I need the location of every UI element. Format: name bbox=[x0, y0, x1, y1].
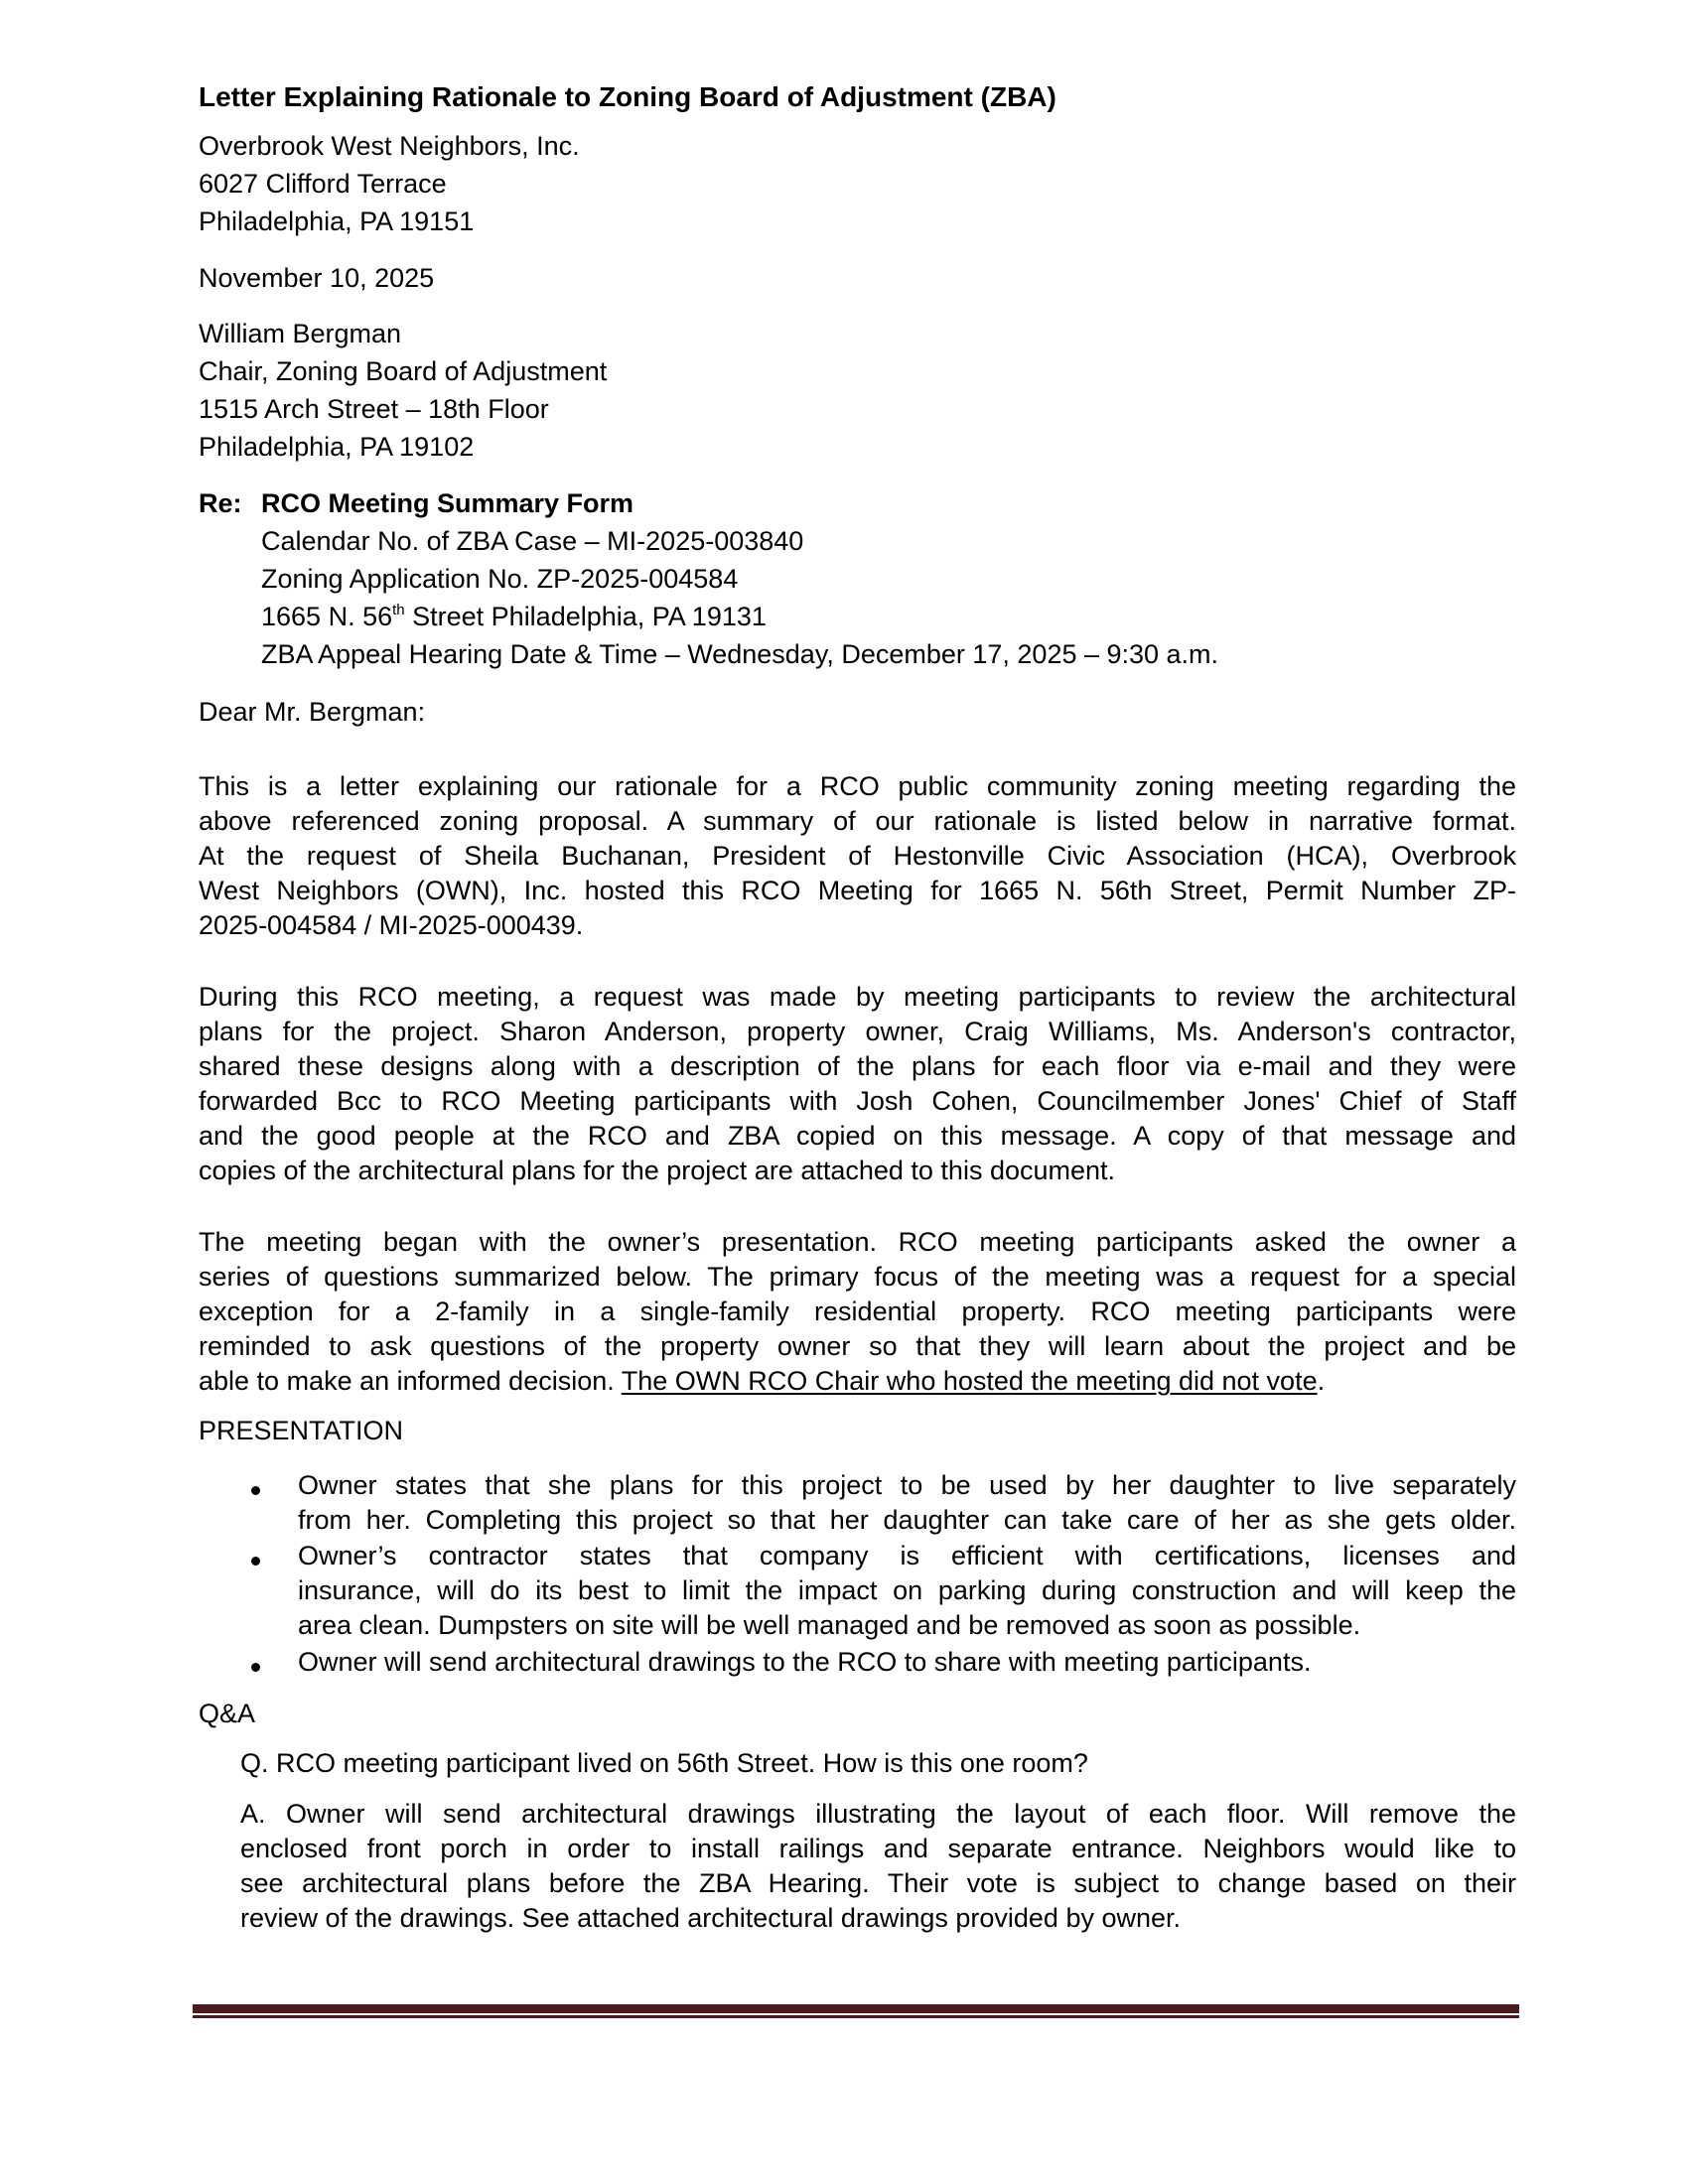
qa-question: Q. RCO meeting participant lived on 56th Street. How is this one room? bbox=[240, 1748, 1088, 1778]
recipient-name: William Bergman bbox=[199, 319, 402, 348]
letter-date: November 10, 2025 bbox=[199, 263, 435, 293]
paragraph-text: able to make an informed decision. bbox=[199, 1366, 622, 1396]
recipient-title: Chair, Zoning Board of Adjustment bbox=[199, 356, 608, 386]
address-number: 1665 N. 56 bbox=[261, 602, 393, 631]
address-ordinal: th bbox=[392, 602, 405, 618]
presentation-heading: PRESENTATION bbox=[199, 1416, 404, 1445]
re-property-address bbox=[261, 601, 767, 632]
bullet-icon bbox=[251, 1486, 260, 1495]
paragraph-line: series of questions summarized below. The primary focus of the meeting was a request for a special bbox=[199, 1262, 1516, 1292]
answer-line: see architectural plans before the ZBA Hearing. Their vote is subject to change based on their bbox=[240, 1868, 1516, 1898]
sender-street: 6027 Clifford Terrace bbox=[199, 169, 447, 199]
answer-line: review of the drawings. See attached architectural drawings provided by owner. bbox=[240, 1903, 1182, 1933]
paragraph-line bbox=[199, 1365, 1325, 1397]
list-item-line: from her. Completing this project so that her daughter can take care of her as she gets older. bbox=[298, 1505, 1516, 1535]
answer-line: enclosed front porch in order to install railings and separate entrance. Neighbors would like to bbox=[240, 1834, 1516, 1863]
footer-rule-thin bbox=[193, 2015, 1519, 2018]
paragraph-line: and the good people at the RCO and ZBA copied on this message. A copy of that message and bbox=[199, 1121, 1516, 1151]
paragraph-text: . bbox=[1317, 1366, 1326, 1396]
paragraph-line: plans for the project. Sharon Anderson, property owner, Craig Williams, Ms. Anderson's contractor, bbox=[199, 1017, 1516, 1046]
re-hearing-date: ZBA Appeal Hearing Date & Time – Wednesday, December 17, 2025 – 9:30 a.m. bbox=[261, 639, 1219, 669]
re-application-number: Zoning Application No. ZP-2025-004584 bbox=[261, 564, 739, 594]
salutation: Dear Mr. Bergman: bbox=[199, 697, 426, 727]
paragraph-line: copies of the architectural plans for the project are attached to this document. bbox=[199, 1156, 1116, 1185]
address-street: Street Philadelphia, PA 19131 bbox=[404, 602, 767, 631]
sender-org: Overbrook West Neighbors, Inc. bbox=[199, 131, 580, 161]
paragraph-line: reminded to ask questions of the property owner so that they will learn about the project and be bbox=[199, 1331, 1516, 1361]
paragraph-line: During this RCO meeting, a request was made by meeting participants to review the architectural bbox=[199, 982, 1516, 1012]
list-item-line: Owner states that she plans for this project to be used by her daughter to live separately bbox=[298, 1470, 1516, 1500]
re-label: Re: bbox=[199, 488, 242, 518]
sender-city: Philadelphia, PA 19151 bbox=[199, 206, 475, 236]
list-item-line: insurance, will do its best to limit the impact on parking during construction and will keep the bbox=[298, 1575, 1516, 1605]
underlined-statement: The OWN RCO Chair who hosted the meeting did not vote bbox=[621, 1366, 1318, 1396]
paragraph-line: West Neighbors (OWN), Inc. hosted this RCO Meeting for 1665 N. 56th Street, Permit Number ZP- bbox=[199, 876, 1516, 905]
paragraph-line: This is a letter explaining our rationale for a RCO public community zoning meeting regarding the bbox=[199, 771, 1516, 801]
answer-line: A. Owner will send architectural drawings illustrating the layout of each floor. Will remove the bbox=[240, 1799, 1516, 1829]
list-item-line: area clean. Dumpsters on site will be well managed and be removed as soon as possible. bbox=[298, 1610, 1361, 1640]
qa-heading: Q&A bbox=[199, 1699, 256, 1728]
re-subject: RCO Meeting Summary Form bbox=[261, 488, 634, 518]
paragraph-line: The meeting began with the owner’s presentation. RCO meeting participants asked the owner a bbox=[199, 1227, 1516, 1257]
paragraph-line: shared these designs along with a description of the plans for each floor via e-mail and they were bbox=[199, 1051, 1516, 1081]
paragraph-line: At the request of Sheila Buchanan, President of Hestonville Civic Association (HCA), Overbrook bbox=[199, 841, 1516, 871]
recipient-street: 1515 Arch Street – 18th Floor bbox=[199, 394, 549, 424]
paragraph-line: above referenced zoning proposal. A summary of our rationale is listed below in narrative format. bbox=[199, 806, 1516, 836]
bullet-icon bbox=[251, 1557, 260, 1566]
re-calendar-number: Calendar No. of ZBA Case – MI-2025-003840 bbox=[261, 526, 804, 556]
footer-rule-thick bbox=[193, 2004, 1519, 2013]
paragraph-line: forwarded Bcc to RCO Meeting participants with Josh Cohen, Councilmember Jones' Chief of Staff bbox=[199, 1086, 1516, 1116]
recipient-city: Philadelphia, PA 19102 bbox=[199, 432, 475, 462]
bullet-icon bbox=[251, 1663, 260, 1672]
document-title: Letter Explaining Rationale to Zoning Board of Adjustment (ZBA) bbox=[199, 81, 1056, 112]
list-item-line: Owner’s contractor states that company is efficient with certifications, licenses and bbox=[298, 1541, 1516, 1570]
paragraph-line: 2025-004584 / MI-2025-000439. bbox=[199, 910, 584, 940]
paragraph-line: exception for a 2-family in a single-family residential property. RCO meeting participants were bbox=[199, 1297, 1516, 1326]
list-item-line: Owner will send architectural drawings to the RCO to share with meeting participants. bbox=[298, 1647, 1312, 1677]
